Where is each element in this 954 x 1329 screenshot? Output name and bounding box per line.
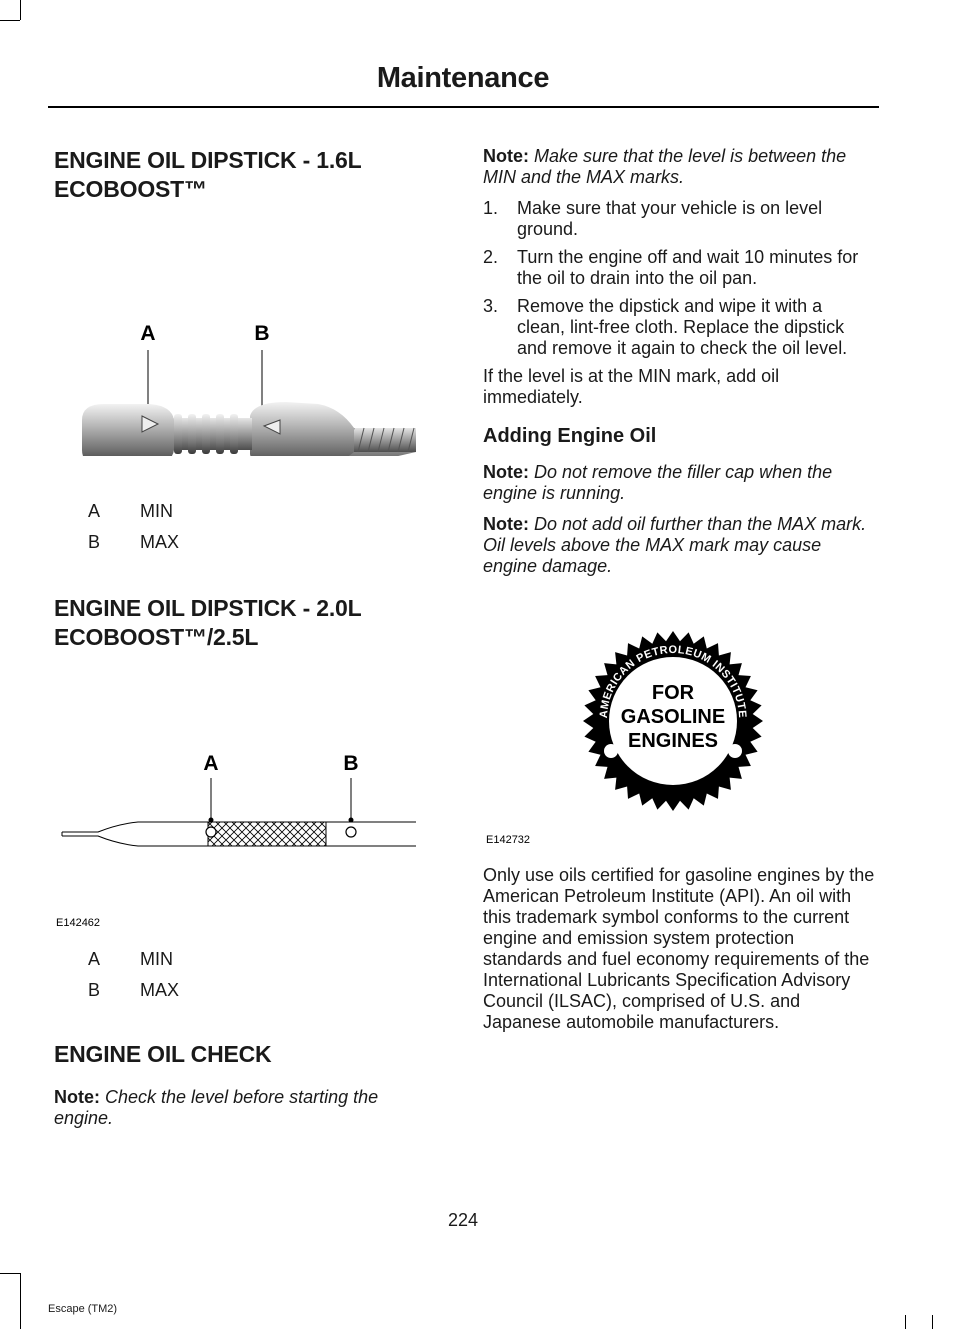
legend-dipstick-16 bbox=[54, 496, 426, 558]
note-text: Make sure that the level is between the MIN and the MAX marks. bbox=[483, 146, 847, 187]
header-divider bbox=[48, 106, 879, 108]
dipstick-ribs bbox=[170, 414, 252, 454]
section-title-line: ECOBOOST™ bbox=[54, 176, 207, 202]
note-label: Note: bbox=[483, 462, 529, 482]
note-text: Do not remove the filler cap when the engine is running. bbox=[483, 462, 833, 503]
note-text: Check the level before starting the engine. bbox=[54, 1087, 379, 1128]
note bbox=[483, 146, 875, 188]
dipstick-16-illustration bbox=[54, 256, 426, 456]
list-item bbox=[483, 198, 875, 240]
note-label: Note: bbox=[483, 146, 529, 166]
label-a: A bbox=[203, 752, 219, 775]
dipstick-tip-right bbox=[250, 402, 354, 456]
crop-mark bbox=[932, 1315, 933, 1329]
legend-value: MAX bbox=[140, 532, 180, 552]
footer-model: Escape (TM2) bbox=[48, 1303, 118, 1315]
section-title-dipstick-20 bbox=[54, 594, 426, 652]
legend-row bbox=[54, 975, 426, 1006]
hatched-zone bbox=[208, 822, 326, 846]
left-column bbox=[54, 146, 426, 1129]
step-text: Remove the dipstick and wipe it with a clean, lint-free cloth. Replace the dipstick and remove it again to check the oil level. bbox=[517, 296, 848, 358]
api-description: Only use oils certified for gasoline engines by the American Petroleum Institute (API). An oil with this trademark symbol conforms to the current engine and emission system protection standards and fuel economy requirements of the International Lubricants Specification Advisory Council (ILSAC), comprised of U.S. and Japanese automobile manufacturers. bbox=[483, 865, 875, 1032]
api-certification-seal bbox=[483, 581, 875, 851]
legend-value: MAX bbox=[140, 980, 180, 1000]
step-text: Make sure that your vehicle is on level ground. bbox=[517, 198, 823, 239]
legend-value: MIN bbox=[140, 949, 173, 969]
step-number: 1. bbox=[483, 198, 499, 218]
legend-key: A bbox=[88, 501, 101, 521]
figure-code: E142732 bbox=[486, 834, 531, 846]
list-item bbox=[483, 247, 875, 289]
note bbox=[483, 462, 875, 504]
note-label: Note: bbox=[483, 514, 529, 534]
note-text: Do not add oil further than the MAX mark. Oil levels above the MAX mark may cause engine damage. bbox=[483, 514, 867, 576]
seal-dot-left bbox=[604, 744, 618, 758]
legend-key: A bbox=[88, 949, 101, 969]
note-label: Note: bbox=[54, 1087, 100, 1107]
crop-mark bbox=[20, 1273, 21, 1329]
list-item bbox=[483, 296, 875, 359]
legend-value: MIN bbox=[140, 501, 173, 521]
seal-center-line: ENGINES bbox=[627, 730, 719, 752]
legend-row bbox=[54, 527, 426, 558]
legend-key: B bbox=[88, 532, 101, 552]
step-number: 3. bbox=[483, 296, 499, 316]
page-title: Maintenance bbox=[376, 62, 550, 94]
dipstick-tip-left bbox=[82, 404, 174, 456]
section-title-line: ENGINE OIL DIPSTICK - 1.6L bbox=[54, 147, 362, 173]
min-hole bbox=[206, 827, 216, 837]
crop-mark bbox=[0, 1273, 20, 1274]
crop-mark bbox=[0, 20, 20, 21]
note bbox=[54, 1087, 426, 1129]
seal-center-line: FOR bbox=[651, 682, 695, 704]
legend-row bbox=[54, 496, 426, 527]
label-a: A bbox=[140, 322, 156, 345]
section-title-oil-check: ENGINE OIL CHECK bbox=[54, 1041, 272, 1067]
label-b: B bbox=[254, 322, 270, 345]
max-hole bbox=[346, 827, 356, 837]
label-b: B bbox=[343, 752, 359, 775]
legend-row bbox=[54, 944, 426, 975]
legend-dipstick-20 bbox=[54, 944, 426, 1006]
seal-dot-right bbox=[728, 744, 742, 758]
dipstick-20-illustration bbox=[54, 652, 426, 932]
procedure-steps bbox=[483, 198, 875, 359]
step-text: Turn the engine off and wait 10 minutes for the oil to drain into the oil pan. bbox=[517, 247, 859, 288]
figure-code: E142462 bbox=[56, 917, 101, 929]
right-column bbox=[483, 146, 875, 1033]
note bbox=[483, 514, 875, 577]
section-title-dipstick-16 bbox=[54, 146, 426, 204]
seal-arc-top: AMERICAN PETROLEUM INSTITUTE bbox=[597, 643, 749, 719]
page-number: 224 bbox=[447, 1210, 479, 1230]
seal-arc-bottom: CERTIFIED bbox=[637, 749, 709, 774]
crop-mark bbox=[905, 1315, 906, 1329]
legend-key: B bbox=[88, 980, 101, 1000]
section-title-line: ENGINE OIL DIPSTICK - 2.0L bbox=[54, 595, 362, 621]
step-number: 2. bbox=[483, 247, 499, 267]
subsection-title-adding-oil: Adding Engine Oil bbox=[483, 425, 657, 447]
min-level-text: If the level is at the MIN mark, add oil immediately. bbox=[483, 366, 780, 407]
seal-center-line: GASOLINE bbox=[620, 706, 726, 728]
section-title-line: ECOBOOST™/2.5L bbox=[54, 624, 259, 650]
crop-mark bbox=[20, 0, 21, 20]
